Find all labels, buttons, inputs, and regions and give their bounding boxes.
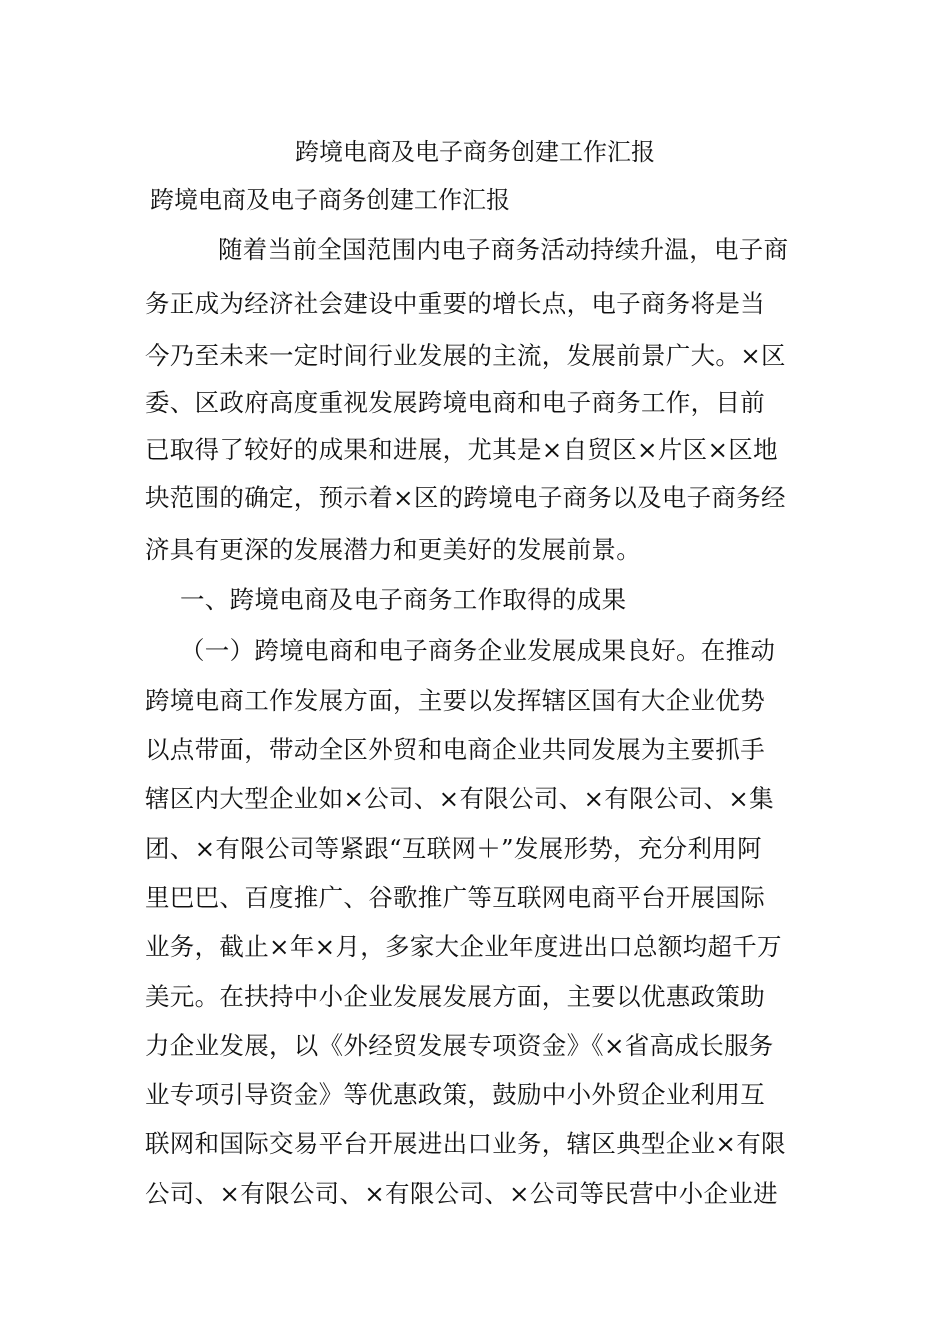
paragraph-line: 里巴巴、百度推广、谷歌推广等互联网电商平台开展国际 [145,883,765,912]
paragraph-line: 联网和国际交易平台开展进出口业务，辖区典型企业×有限 [145,1129,786,1158]
paragraph-line: 今乃至未来一定时间行业发展的主流，发展前景广大。×区 [145,341,786,370]
paragraph-line: 业专项引导资金》等优惠政策，鼓励中小外贸企业利用互 [145,1080,765,1109]
paragraph-line: 跨境电商工作发展方面，主要以发挥辖区国有大企业优势 [145,686,765,715]
subsection-heading: （一）跨境电商和电子商务企业发展成果良好。在推动 [180,636,776,665]
document-subtitle: 跨境电商及电子商务创建工作汇报 [150,186,510,214]
paragraph-line: 块范围的确定，预示着×区的跨境电子商务以及电子商务经 [145,483,786,512]
document-title: 跨境电商及电子商务创建工作汇报 [295,138,655,166]
paragraph-line: 美元。在扶持中小企业发展发展方面，主要以优惠政策助 [145,982,765,1011]
section-heading: 一、跨境电商及电子商务工作取得的成果 [180,585,627,614]
paragraph-line: 辖区内大型企业如×公司、×有限公司、×有限公司、×集 [145,784,774,813]
paragraph-line: 团、×有限公司等紧跟“互联网＋”发展形势，充分利用阿 [145,834,762,863]
paragraph-line: 以点带面，带动全区外贸和电商企业共同发展为主要抓手 [145,735,765,764]
paragraph-line: 随着当前全国范围内电子商务活动持续升温，电子商 [218,235,789,264]
paragraph-line: 业务，截止×年×月，多家大企业年度进出口总额均超千万 [145,932,782,961]
paragraph-line: 务正成为经济社会建设中重要的增长点，电子商务将是当 [145,289,765,318]
paragraph-line: 委、区政府高度重视发展跨境电商和电子商务工作，目前 [145,388,765,417]
paragraph-line: 已取得了较好的成果和进展，尤其是×自贸区×片区×区地 [145,435,778,464]
paragraph-line: 济具有更深的发展潜力和更美好的发展前景。 [145,535,641,564]
paragraph-line: 公司、×有限公司、×有限公司、×公司等民营中小企业进 [145,1179,778,1208]
paragraph-line: 力企业发展，以《外经贸发展专项资金》《×省高成长服务 [145,1031,774,1060]
